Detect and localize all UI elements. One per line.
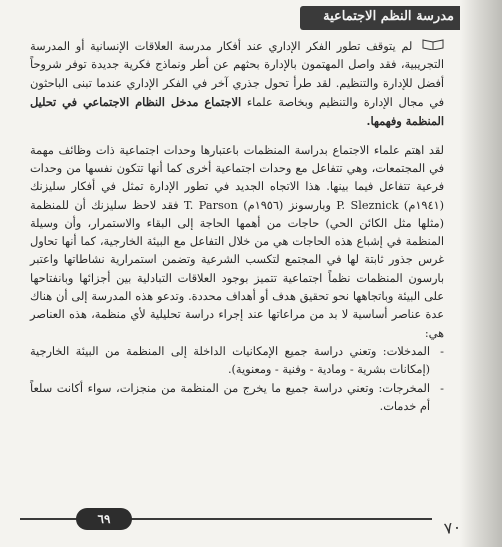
corner-page-mark: ٧٠	[442, 516, 463, 539]
paragraph-2-line: أهمها الحاجة إلى البقاء والاستمرار، وأن وسيلة المنظمة في إشباع هذه الحاجات هي	[30, 216, 444, 249]
paragraph-2-line: من خلال التفاعل مع البيئة الخارجية، كما أنها تحاول غرس جذور ثابتة لها في	[30, 235, 444, 267]
paragraph-2-line: وظائف مهمة في المجتمعات، وهي تتفاعل مع وحدات اجتماعية أخرى كما أنها	[30, 143, 444, 175]
bullet-line: الخارجية (إمكانات بشرية - ومادية - وفنية - ومعنوية).	[30, 344, 430, 377]
chapter-title: مدرسة النظم الاجتماعية	[323, 9, 454, 24]
paragraph-2-line: الإدارة تمثل في أفكار سليزنك (١٩٤١م) P. Sleznick وبارسونز (١٩٥٦م)	[30, 180, 445, 212]
paragraph-2-line: تتكون نفسها من وحدات فرعية تتفاعل فيما بينها. هذا الاتجاه الجديد في تطور	[30, 161, 445, 194]
bullet-outputs	[30, 380, 444, 417]
paragraph-1-line: الاجتماع مدخل النظام الاجتماعي في تحليل المنظمة وفهمها.	[30, 95, 444, 129]
paragraph-2-line: لقد اهتم علماء الاجتماع بدراسة المنظمات باعتبارها وحدات اجتماعية ذات	[95, 143, 444, 157]
paragraph-2-line: العناصر هي:	[30, 308, 444, 340]
bullet-line: المدخلات: وتعني دراسة جميع الإمكانيات الداخلة إلى المنظمة من البيئة	[75, 344, 430, 358]
paragraph-2	[30, 142, 444, 343]
paragraph-2-line: نظماً اجتماعية تتميز بوجود العلاقات التبادلية بين أجزائها وبانفتاحها على البيئة	[30, 271, 444, 304]
bullet-inputs	[30, 343, 444, 380]
page-edge-shadow	[460, 0, 502, 547]
book-icon	[422, 38, 444, 56]
paragraph-2-line: T. Parson فقد لاحظ سليزنك أن للمنظمة (مثلها مثل الكائن الحي) حاجات من	[30, 198, 444, 230]
paragraph-1-line: فكرية جديدة توفر شروحاً أفضل للإدارة والتنظيم. لقد طرأ تحول جذري آخر في	[30, 58, 445, 90]
paragraph-1-line: الإنسانية أو المدرسة التجريبية، فقد واصل المهتمون بالإدارة بحثهم عن أطر ونماذج	[30, 40, 445, 72]
paragraph-1	[30, 38, 444, 132]
paragraph-2-line: وباتجاهها نحو تحقيق هدف أو أهداف محددة. وتدعو هذه المدرسة إلى أن هناك	[30, 290, 394, 304]
bullet-line: المخرجات: وتعني دراسة جميع ما يخرج من المنظمة من منجزات، سواء	[87, 381, 431, 395]
page-number: ٦٩	[97, 512, 111, 526]
page-number-badge	[76, 508, 132, 530]
body-text	[30, 38, 444, 416]
paragraph-1-line: الفكر الإداري عندما تبنى الباحثون في مجال الإدارة والتنظيم وبخاصة علماء	[30, 76, 445, 110]
paragraph-2-line: المجتمع لتكسب الشرعية وتضمن استمرارية نشاطاتها واعتبر بارسون المنظمات	[30, 253, 444, 285]
paragraph-2-line: عدة عناصر أساسية لا بد من مراعاتها عند إجراء دراسة تحليلية لأي منظمة، هذه	[69, 308, 444, 322]
chapter-header-bar	[300, 6, 460, 30]
paragraph-gap	[30, 132, 444, 142]
paragraph-1-line: لم يتوقف تطور الفكر الإداري عند أفكار مدرسة العلاقات	[134, 40, 413, 54]
bullet-line: أكانت سلعاً أم خدمات.	[30, 381, 430, 413]
